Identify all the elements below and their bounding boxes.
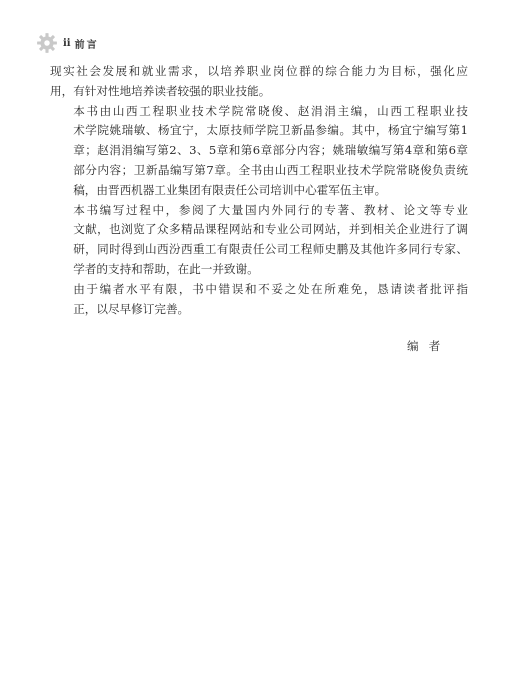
paragraph [50,62,468,102]
text-line: 由于编者水平有限，书中错误和不妥之处在所难免，恳请读者批评指 [73,281,468,296]
text-line: 本书编写过程中，参阅了大量国内外同行的专著、教材、论文等专业 [73,202,468,217]
text-line: 章；赵涓涓编写第2、3、5章和第6章部分内容；姚瑞敏编写第4章和第6章 [73,143,468,158]
running-header [36,32,99,54]
text-line: 术学院姚瑞敏、杨宜宁，太原技师学院卫新晶参编。其中，杨宜宁编写第1 [73,123,468,138]
paragraph [50,201,468,280]
body-text [50,62,468,319]
text-line: 用，有针对性地培养读者较强的职业技能。 [50,83,271,98]
page-number: ii [63,37,71,49]
gear-icon [36,32,58,54]
text-line: 正，以尽早修订完善。 [73,301,190,316]
text-line: 现实社会发展和就业需求，以培养职业岗位群的综合能力为目标，强化应 [50,64,468,78]
text-line: 研，同时得到山西汾西重工有限责任公司工程师史鹏及其他许多同行专家、 [73,242,468,257]
author-signature: 编者 [407,339,451,353]
text-line: 学者的支持和帮助，在此一并致谢。 [73,261,259,276]
text-line: 本书由山西工程职业技术学院常晓俊、赵涓涓主编，山西工程职业技 [73,103,468,118]
text-line: 部分内容；卫新晶编写第7章。全书由山西工程职业技术学院常晓俊负责统 [73,162,468,177]
paragraph [50,102,468,201]
text-line: 稿，由晋西机器工业集团有限责任公司培训中心霍军伍主审。 [73,182,387,197]
section-title: 前言 [74,39,99,51]
text-line: 文献，也浏览了众多精品课程网站和专业公司网站，并到相关企业进行了调 [73,222,468,237]
paragraph [50,280,468,320]
